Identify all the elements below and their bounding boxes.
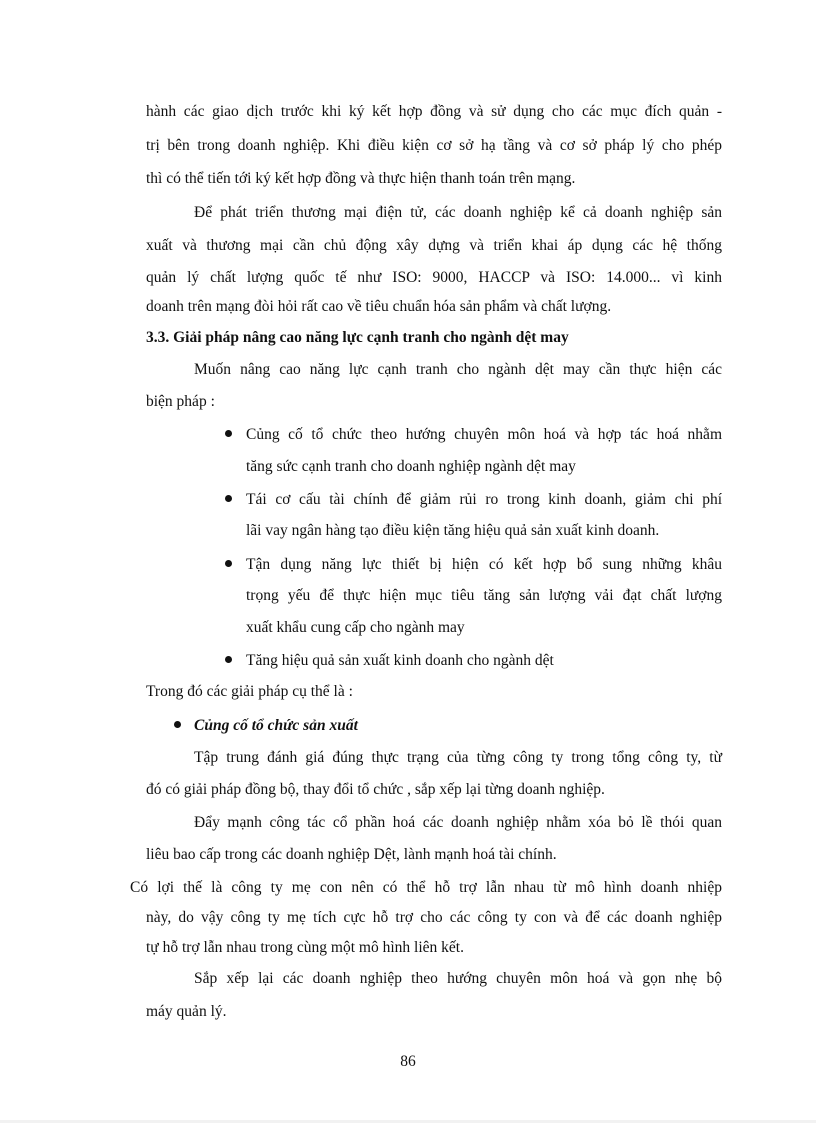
- paragraph-line: hành các giao dịch trước khi ký kết hợp đồng và sử dụng cho các mục đích quản -: [146, 103, 722, 120]
- paragraph-line: Sắp xếp lại các doanh nghiệp theo hướng chuyên môn hoá và gọn nhẹ bộ: [194, 970, 722, 987]
- bullet-item-line: trọng yếu để thực hiện mục tiêu tăng sản lượng vải đạt chất lượng: [246, 587, 722, 604]
- bullet-item-line: xuất khẩu cung cấp cho ngành may: [246, 619, 465, 636]
- bullet-item-line: lãi vay ngân hàng tạo điều kiện tăng hiệu quả sản xuất kinh doanh.: [246, 522, 660, 539]
- bullet-item-line: Tăng hiệu quả sản xuất kinh doanh cho ngành dệt: [246, 652, 554, 669]
- section-heading: 3.3. Giải pháp nâng cao năng lực cạnh tranh cho ngành dệt may: [146, 329, 569, 346]
- paragraph-line: quản lý chất lượng quốc tế như ISO: 9000, HACCP và ISO: 14.000... vì kinh: [146, 269, 722, 286]
- paragraph-line: tự hỗ trợ lẫn nhau trong cùng một mô hình liên kết.: [146, 939, 464, 956]
- bullet-item-line: tăng sức cạnh tranh cho doanh nghiệp ngành dệt may: [246, 458, 576, 475]
- bullet-icon: [225, 495, 232, 502]
- bullet-item-line: Củng cố tổ chức theo hướng chuyên môn hoá và hợp tác hoá nhằm: [246, 426, 722, 443]
- paragraph-line: này, do vậy công ty mẹ tích cực hỗ trợ cho các công ty con và để các doanh nghiệp: [146, 909, 722, 926]
- paragraph-line: Muốn nâng cao năng lực cạnh tranh cho ngành dệt may cần thực hiện các: [194, 361, 722, 378]
- bullet-icon: [225, 656, 232, 663]
- bullet-item-line: Tái cơ cấu tài chính để giảm rủi ro trong kinh doanh, giảm chi phí: [246, 491, 722, 508]
- page-number: 86: [400, 1053, 416, 1070]
- bullet-icon: [225, 430, 232, 437]
- paragraph-line: Đẩy mạnh công tác cổ phần hoá các doanh nghiệp nhằm xóa bỏ lề thói quan: [194, 814, 722, 831]
- paragraph-line: xuất và thương mại cần chủ động xây dựng và triển khai áp dụng các hệ thống: [146, 237, 722, 254]
- paragraph-line: Có lợi thế là công ty mẹ con nên có thể hỗ trợ lẫn nhau từ mô hình doanh nhiệp: [130, 879, 722, 896]
- bullet-item-line: Tận dụng năng lực thiết bị hiện có kết hợp bổ sung những khâu: [246, 556, 722, 573]
- paragraph-line: biện pháp :: [146, 393, 215, 410]
- paragraph-line: máy quản lý.: [146, 1003, 227, 1020]
- bullet-icon: [225, 560, 232, 567]
- paragraph-line: doanh trên mạng đòi hỏi rất cao về tiêu chuẩn hóa sản phẩm và chất lượng.: [146, 298, 612, 315]
- paragraph-line: trị bên trong doanh nghiệp. Khi điều kiện cơ sở hạ tầng và cơ sở pháp lý cho phép: [146, 137, 722, 154]
- paragraph-line: liêu bao cấp trong các doanh nghiệp Dệt, lành mạnh hoá tài chính.: [146, 846, 557, 863]
- paragraph-line: đó có giải pháp đồng bộ, thay đổi tổ chức , sắp xếp lại từng doanh nghiệp.: [146, 781, 605, 798]
- paragraph-line: Để phát triển thương mại điện tử, các doanh nghiệp kể cả doanh nghiệp sản: [194, 204, 722, 221]
- subsection-heading: Củng cố tổ chức sản xuất: [194, 717, 358, 734]
- paragraph-line: Trong đó các giải pháp cụ thể là :: [146, 683, 353, 700]
- paragraph-line: Tập trung đánh giá đúng thực trạng của từng công ty trong tổng công ty, từ: [194, 749, 722, 766]
- paragraph-line: thì có thể tiến tới ký kết hợp đồng và thực hiện thanh toán trên mạng.: [146, 170, 576, 187]
- bullet-icon: [174, 721, 181, 728]
